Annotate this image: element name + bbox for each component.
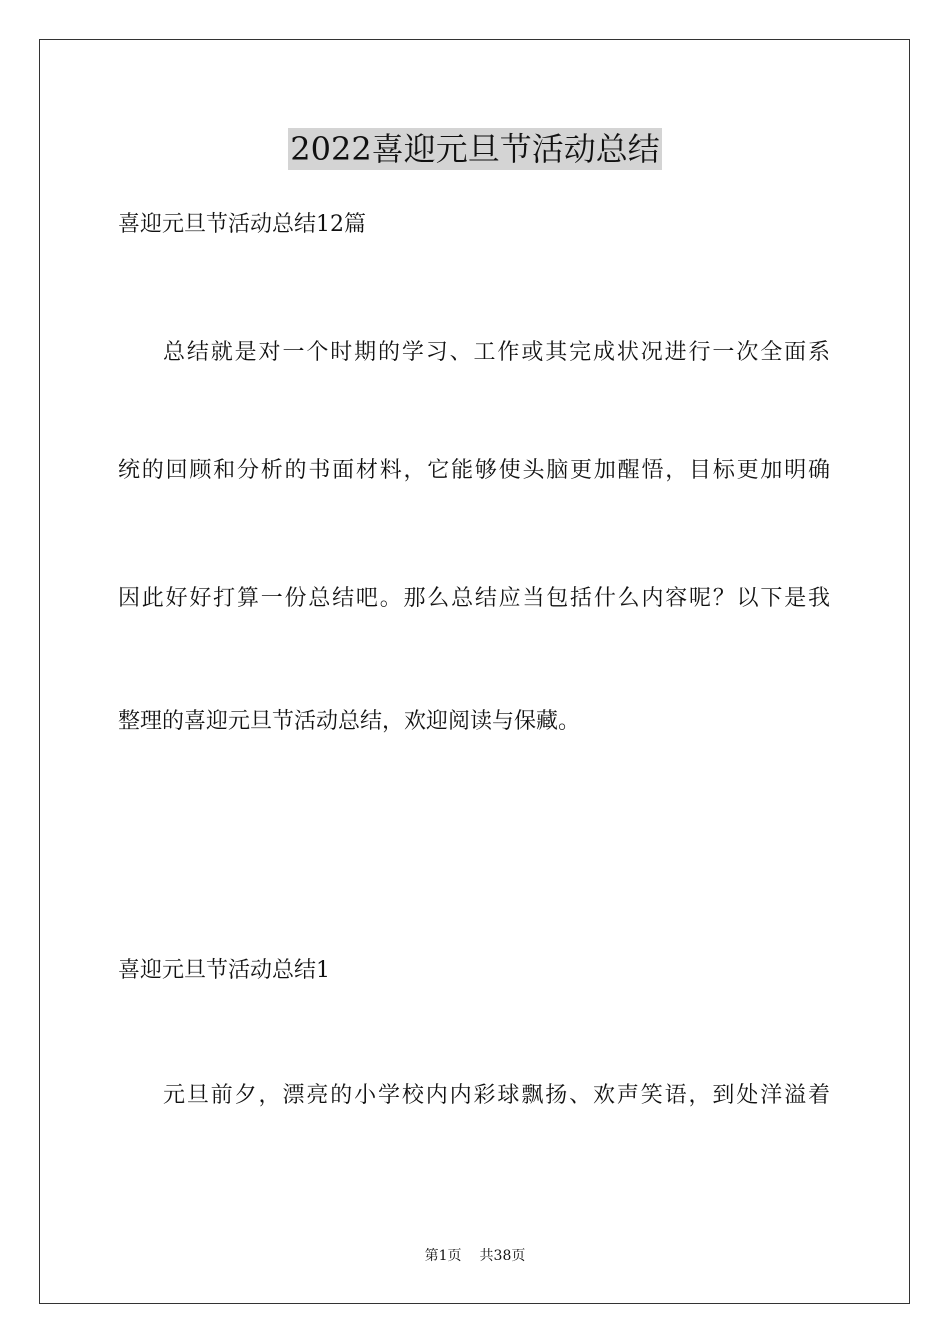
page-footer <box>0 1246 950 1266</box>
page-total: 共38页 <box>479 1248 526 1264</box>
title-container <box>0 128 950 170</box>
section-heading: 喜迎元旦节活动总结1 <box>118 958 330 983</box>
paragraph-line-3: 因此好好打算一份总结吧。那么总结应当包括什么内容呢？以下是我 <box>118 586 830 611</box>
page-number: 第1页 <box>424 1248 462 1264</box>
document-subtitle: 喜迎元旦节活动总结12篇 <box>118 212 366 237</box>
paragraph-line-1: 总结就是对一个时期的学习、工作或其完成状况进行一次全面系 <box>163 340 830 365</box>
section-paragraph-line-1: 元旦前夕，漂亮的小学校内内彩球飘扬、欢声笑语，到处洋溢着 <box>163 1083 830 1108</box>
paragraph-line-2: 统的回顾和分析的书面材料，它能够使头脑更加醒悟，目标更加明确 <box>118 458 830 483</box>
paragraph-line-4: 整理的喜迎元旦节活动总结，欢迎阅读与保藏。 <box>118 709 581 734</box>
document-title: 2022喜迎元旦节活动总结 <box>290 130 660 168</box>
